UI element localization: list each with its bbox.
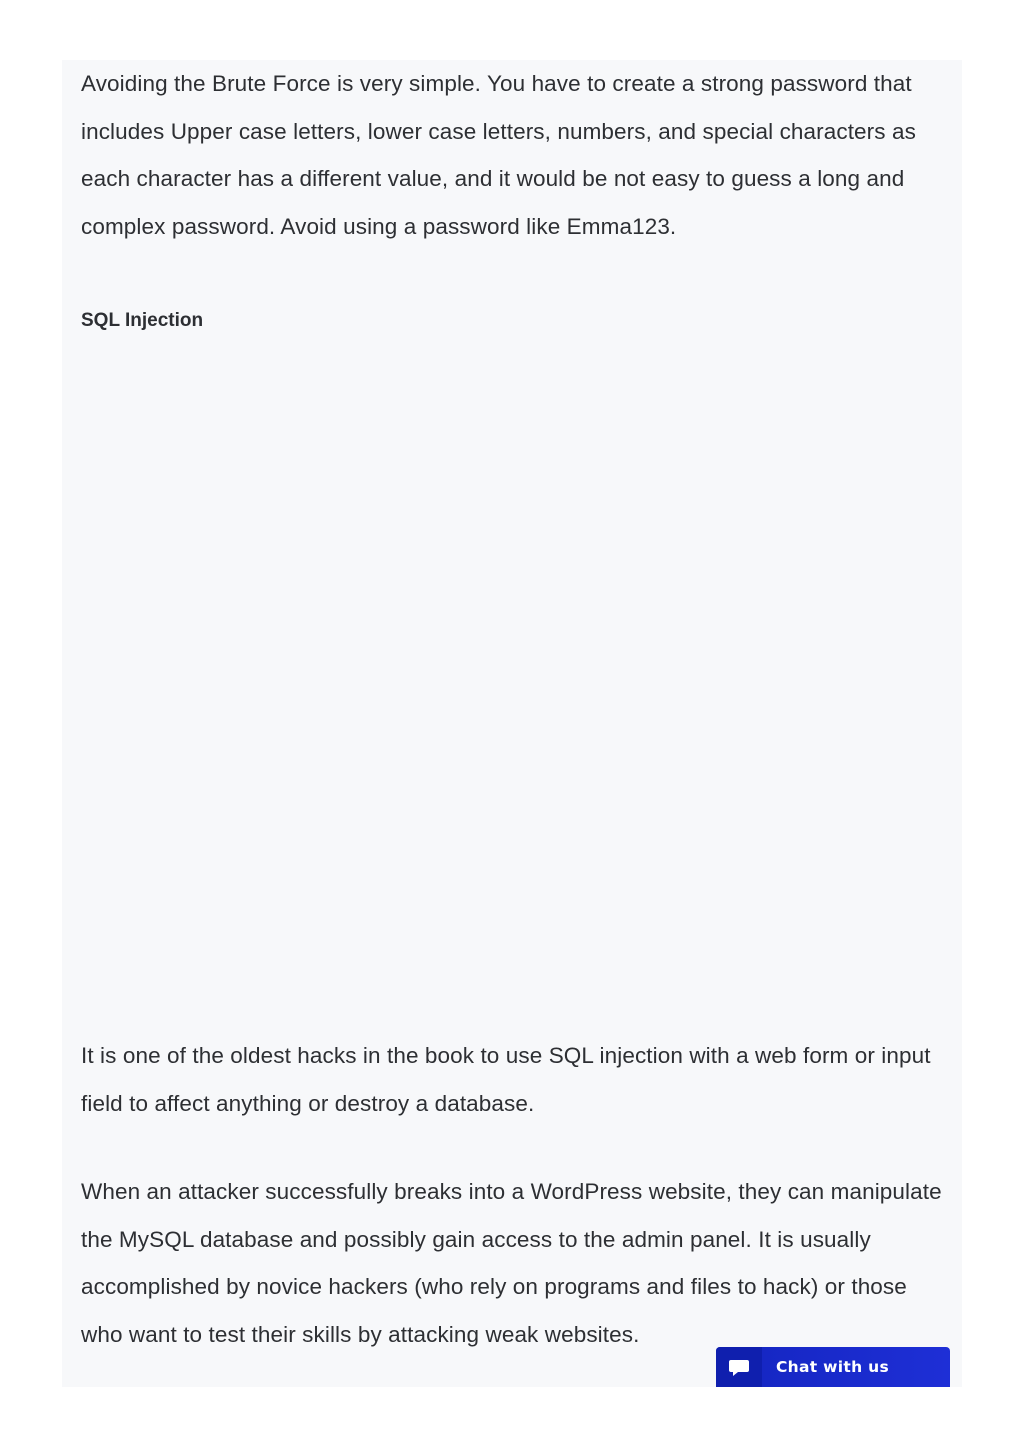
- paragraph-sql-intro: It is one of the oldest hacks in the book to use SQL injection with a web form or input field to affect anything or destroy a database.: [81, 1043, 931, 1116]
- chat-with-us-button[interactable]: [716, 1347, 950, 1387]
- paragraph-sql-attack: When an attacker successfully breaks into a WordPress website, they can manipulate the MySQL database and possibly gain access to the admin panel. It is usually accomplished by novice hackers (who rely on programs and files to hack) or those who want to test their skills by attacking weak websites.: [81, 1179, 942, 1347]
- embedded-media-area: [81, 360, 941, 1020]
- chat-widget-label: Chat with us: [776, 1358, 890, 1376]
- section-heading-sql-injection: SQL Injection: [81, 310, 204, 331]
- chat-bubble-icon: [716, 1347, 762, 1387]
- article-content: [62, 60, 962, 1387]
- paragraph-brute-force: Avoiding the Brute Force is very simple. You have to create a strong password that includes Upper case letters, lower case letters, numbers, and special characters as each character has a different value, and it would be not easy to guess a long and complex password. Avoid using a password like Emma123.: [81, 71, 916, 239]
